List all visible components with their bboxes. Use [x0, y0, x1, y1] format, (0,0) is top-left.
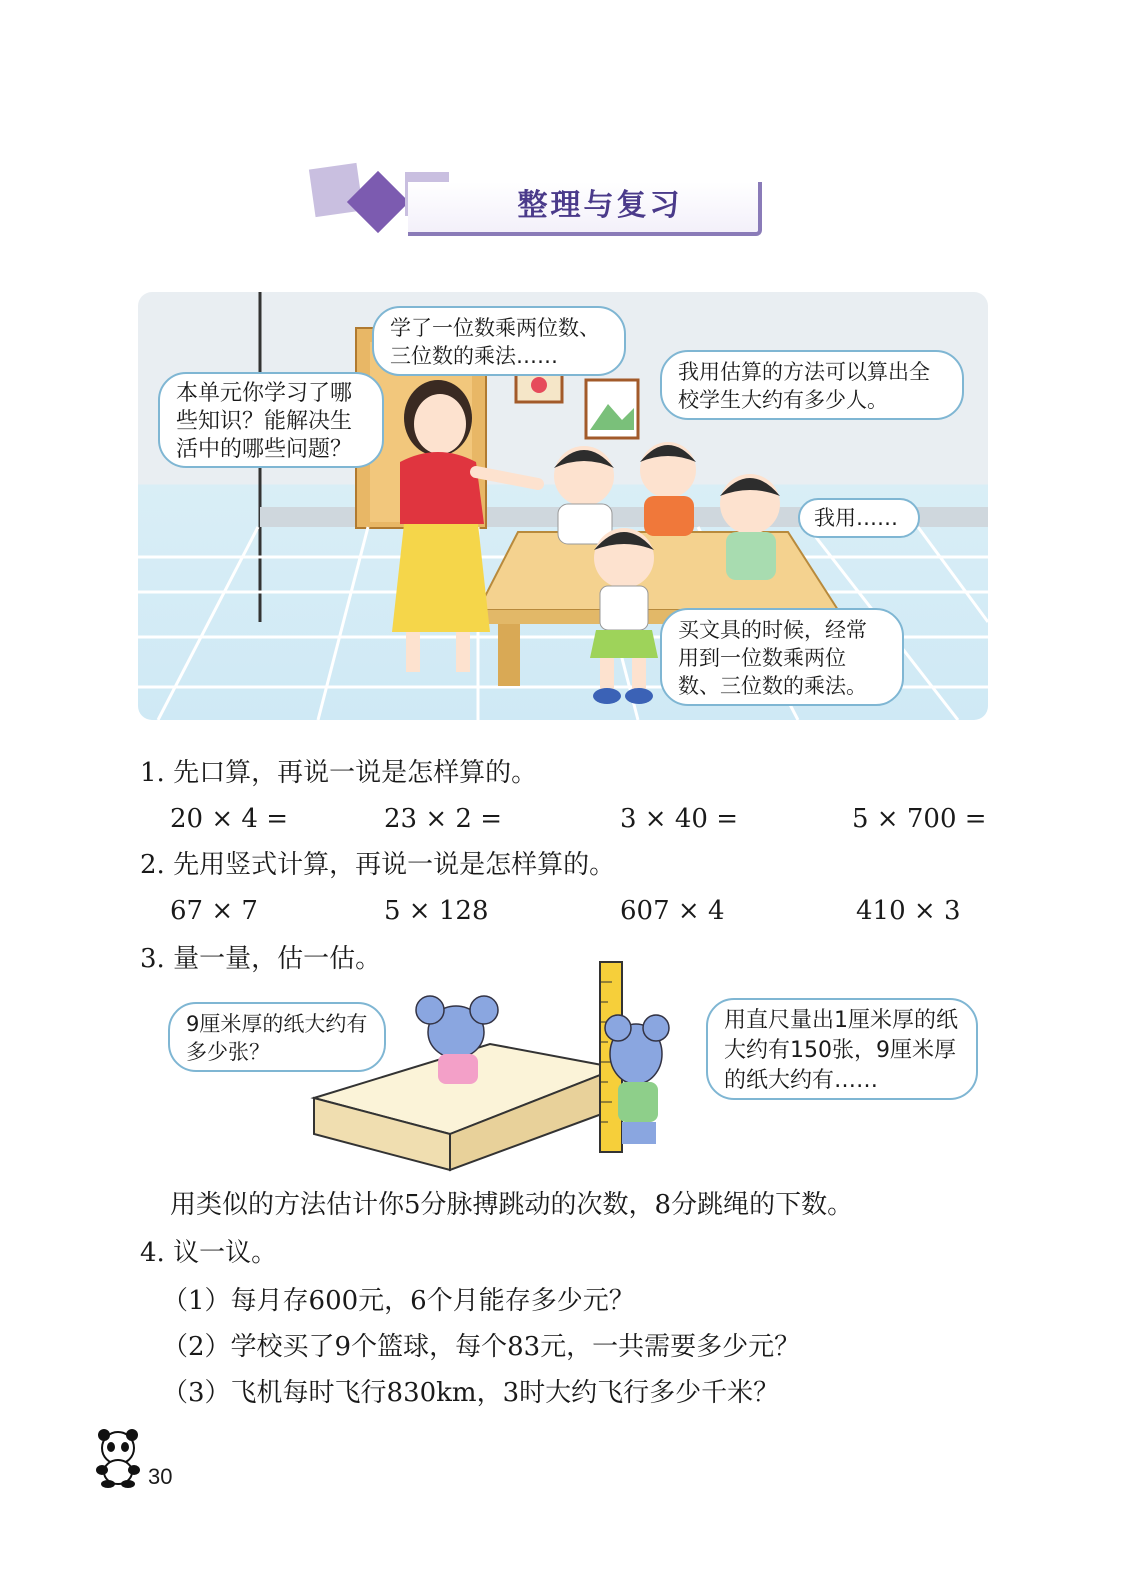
q1-expression: 20 × 4 =	[170, 804, 288, 834]
panda-icon	[92, 1428, 144, 1488]
speech-bubble-mouse-right: 用直尺量出1厘米厚的纸大约有150张，9厘米厚的纸大约有……	[706, 998, 978, 1100]
page-number: 30	[148, 1464, 173, 1489]
speech-bubble-student: 买文具的时候，经常用到一位数乘两位数、三位数的乘法。	[660, 608, 904, 706]
question-3-task: 用类似的方法估计你5分脉搏跳动的次数，8分跳绳的下数。	[170, 1190, 854, 1220]
q2-expression: 607 × 4	[620, 896, 725, 926]
q1-expression: 3 × 40 =	[620, 804, 738, 834]
q2-expression: 410 × 3	[856, 896, 961, 926]
speech-bubble-teacher: 本单元你学习了哪些知识？能解决生活中的哪些问题？	[158, 372, 384, 468]
q1-expression: 23 × 2 =	[384, 804, 502, 834]
speech-bubble-student: 学了一位数乘两位数、三位数的乘法……	[372, 306, 626, 376]
classroom-illustration	[138, 292, 988, 720]
q4-item: （2）学校买了9个篮球，每个83元，一共需要多少元？	[162, 1332, 801, 1362]
question-4-title: 4. 议一议。	[140, 1238, 278, 1268]
question-3-title: 3. 量一量，估一估。	[140, 944, 382, 974]
q4-item: （3）飞机每时飞行830km，3时大约飞行多少千米？	[162, 1378, 780, 1408]
question-2-title: 2. 先用竖式计算，再说一说是怎样算的。	[140, 850, 616, 880]
q4-item: （1）每月存600元，6个月能存多少元？	[162, 1286, 635, 1316]
speech-bubble-mouse-left: 9厘米厚的纸大约有多少张？	[168, 1002, 386, 1072]
question-1-title: 1. 先口算，再说一说是怎样算的。	[140, 758, 538, 788]
q1-expression: 5 × 700 =	[852, 804, 987, 834]
q2-expression: 67 × 7	[170, 896, 258, 926]
speech-bubble-student: 我用……	[798, 498, 920, 538]
page-title: 整理与复习	[517, 188, 683, 223]
q2-expression: 5 × 128	[384, 896, 489, 926]
speech-bubble-student: 我用估算的方法可以算出全校学生大约有多少人。	[660, 350, 964, 420]
